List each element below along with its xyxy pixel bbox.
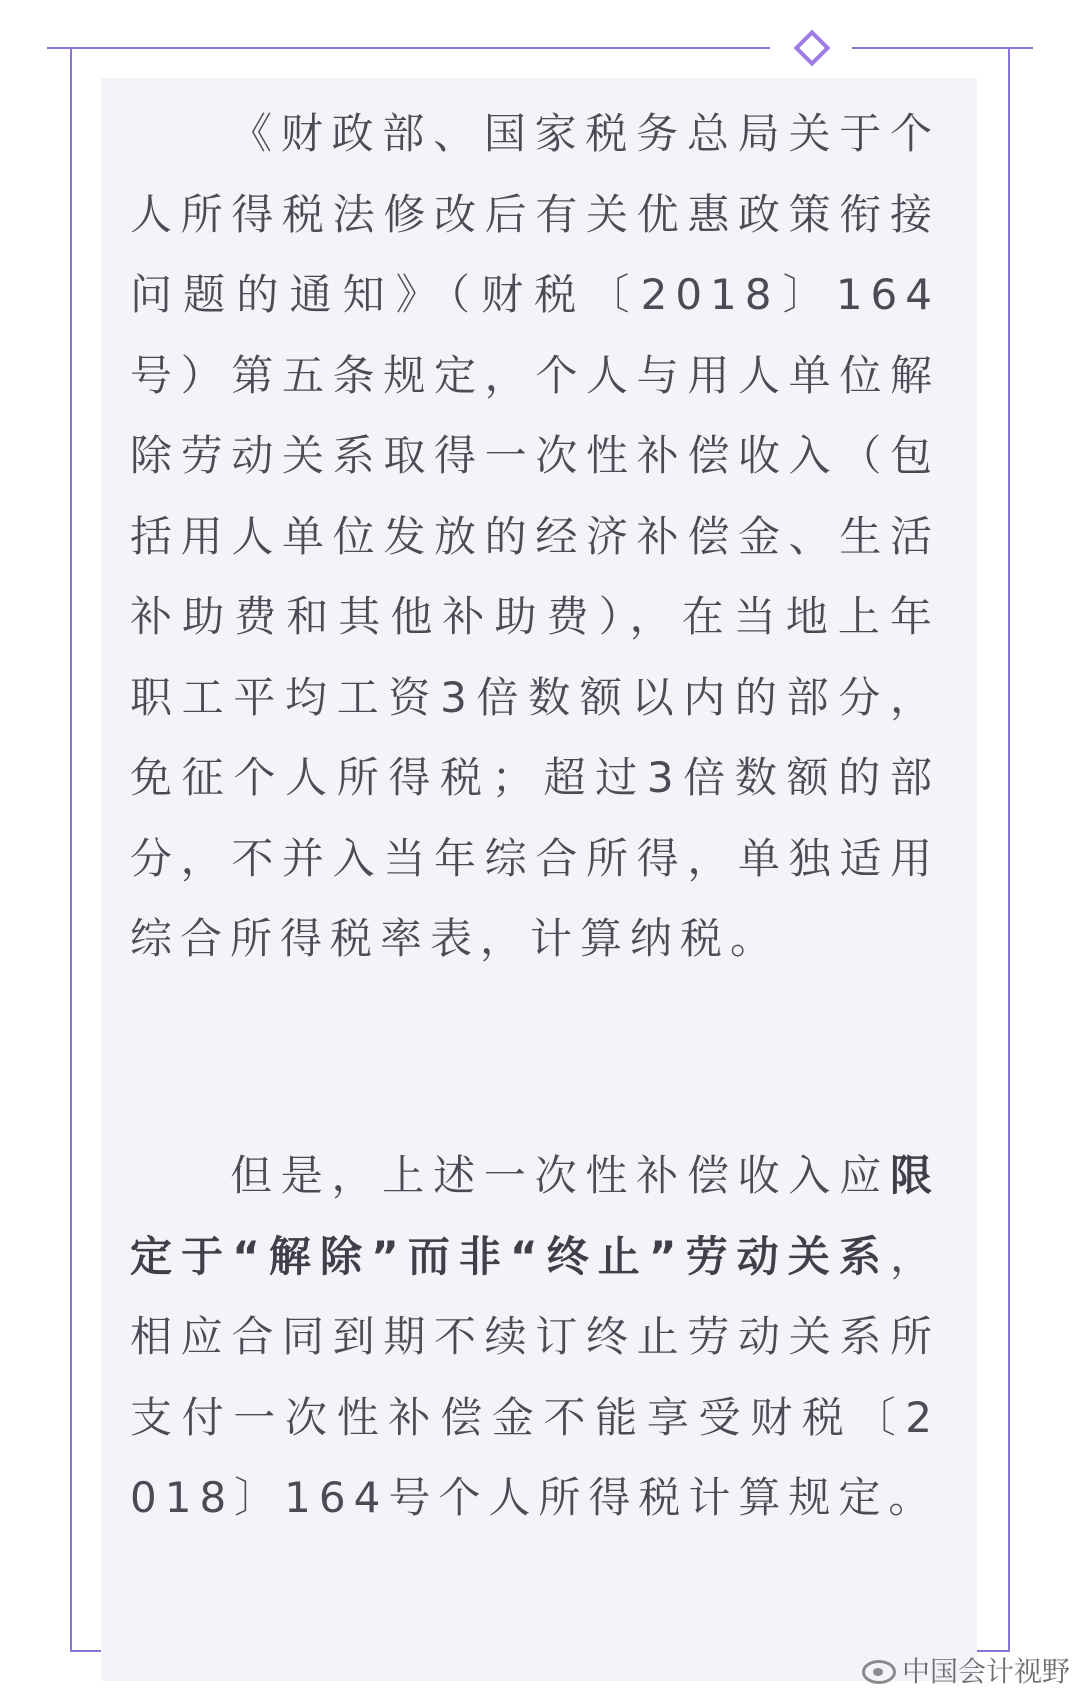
paragraph-policy-text: 《财政部、国家税务总局关于个人所得税法修改后有关优惠政策衔接问题的通知》（财税〔2018〕164号）第五条规定，个人与用人单位解除劳动关系取得一次性补偿收入（包括用人单位发放的经济补偿金、生活补助费和其他补助费），在当地上年职工平均工资3倍数额以内的部分，免征个人所得税；超过3倍数额的部分，不并入当年综合所得，单独适用综合所得税率表，计算纳税。	[130, 109, 940, 963]
frame-left-line	[70, 47, 72, 1652]
paragraph-note-start: 但是，上述一次性补偿收入应	[230, 1151, 890, 1200]
frame-top-right-line	[852, 47, 1033, 49]
watermark-text: 中国会计视野	[901, 1655, 1070, 1688]
frame-top-left-line	[47, 47, 770, 49]
weibo-icon	[862, 1660, 896, 1684]
frame-right-line	[1008, 47, 1010, 1652]
diamond-ornament-icon	[794, 30, 831, 67]
paragraph-note-end: ，相应合同到期不续订终止劳动关系所支付一次性补偿金不能享受财税〔2018〕164号个人所得税计算规定。	[130, 1231, 940, 1522]
paragraph-note	[130, 1136, 940, 1539]
paragraph-policy	[130, 94, 940, 980]
paragraph-note-bold: 限定于“解除”而非“终止”劳动关系	[130, 1151, 940, 1281]
watermark	[862, 1655, 1070, 1689]
